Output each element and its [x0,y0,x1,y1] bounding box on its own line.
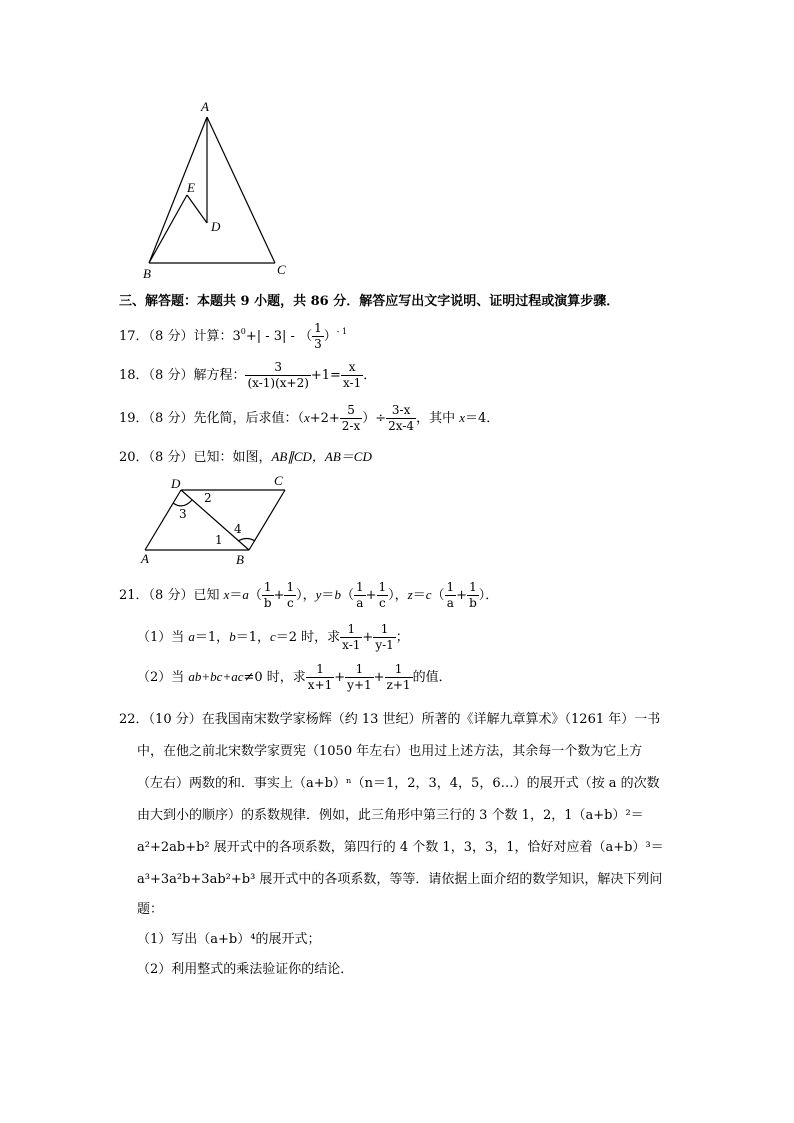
q20-condition: AB∥CD，AB＝CD [271,449,372,464]
question-22-line-7: 题： [137,902,164,917]
question-22-line-5: a²+2ab+b² 展开式中的各项系数，第四行的 4 个数 1，3，3，1，恰好对应着（a+b）³＝ [137,840,664,855]
q17-number: 17．（8 分）计算： [119,329,233,344]
angle-arc-d [173,500,192,506]
question-20 [119,446,372,465]
fig1-label-e: E [187,180,195,195]
parallelogram-figure [135,478,295,568]
question-19: 19．（8 分）先化简，后求值：（x+2+ $\frac{5}{2-x}$ ）÷ $\frac{3-x}{2x-4}$ ，其中 x＝4． [119,403,500,433]
question-21-part-2: （2）当 ab+bc+ac≠0 时，求 $\frac{1}{x+1}$ + $\frac{1}{y+1}$ + $\frac{1}{z+1}$ 的值． [137,662,452,692]
fig2-angle-4: 4 [234,522,242,536]
question-22-line-1: 22．（10 分）在我国南宋数学家杨辉（约 13 世纪）所著的《详解九章算术》（1261 年）一书 [119,712,661,727]
section-heading: 三、解答题：本题共 9 小题，共 86 分．解答应写出文字说明、证明过程或演算步骤． [119,294,620,309]
fig2-label-c: C [274,473,283,488]
question-17 [119,321,347,352]
q17-close: ） [323,329,337,344]
question-18: 18．（8 分）解方程： $\frac{3}{(x-1)(x+2)}$ +1= $\frac{x}{x-1}$ ． [119,360,377,390]
question-22-part-2: （2）利用整式的乘法验证你的结论． [137,962,354,977]
q19-fraction-1: $\frac{5}{2-x}$ [341,403,361,433]
fig1-label-c: C [277,262,286,277]
angle-arc-b [238,539,255,542]
q18-plus-one: +1= [310,368,341,383]
fig2-angle-3: 3 [179,507,187,521]
fig1-label-d: D [211,219,221,234]
segment-ab [149,117,207,263]
fig1-label-a: A [201,99,209,114]
q18-fraction-2: $\frac{x}{x-1}$ [342,360,362,390]
fig1-label-b: B [143,266,151,281]
fig2-angle-1: 1 [215,533,223,547]
q17-fraction: $\frac{1}{3}$ [314,321,322,351]
segment-ac [207,117,275,263]
q19-fraction-2: $\frac{3-x}{2x-4}$ [388,403,415,433]
fig2-label-b: B [236,552,244,567]
segment-da [145,490,181,550]
question-22-part-1: （1）写出（a+b）⁴的展开式； [137,932,321,947]
q19-number: 19．（8 分）先化简，后求值：（ [119,411,304,426]
question-22-line-2: 中，在他之前北宋数学家贾宪（1050 年左右）也用过上述方法，其余每一个数为它上方 [137,744,643,759]
question-21-part-1: （1）当 a＝1，b＝1，c＝2 时，求 $\frac{1}{x-1}$ + $\frac{1}{y-1}$ ； [137,622,409,652]
question-22-line-4: 由大到小的顺序）的系数规律．例如，此三角形中第三行的 3 个数 1，2，1（a+b）²＝ [137,808,644,823]
q17-base: 3 [232,329,241,344]
triangle-figure [130,95,300,285]
q17-exponent-zero: 0 [240,327,246,336]
question-22-line-3: （左右）两数的和．事实上（a+b）ⁿ（n＝1，2，3，4，5，6…）的展开式（按 a 的次数 [137,776,660,791]
q20-number: 20．（8 分）已知：如图， [119,450,272,465]
question-22-line-6: a³+3a²b+3ab²+b³ 展开式中的各项系数，等等．请依据上面介绍的数学知识，解决下列问 [137,872,663,887]
q17-middle: +| - 3| - （ [245,329,313,344]
fig2-label-a: A [141,551,149,566]
fig2-label-d: D [171,476,181,491]
q18-fraction-1: $\frac{3}{(x-1)(x+2)}$ [247,360,309,390]
segment-be [149,195,187,263]
q18-number: 18．（8 分）解方程： [119,368,246,383]
fig2-angle-2: 2 [204,491,212,505]
segment-ed [187,195,207,223]
question-21: 21．（8 分）已知 x＝a（ $\frac{1}{b}$ + $\frac{1}{c}$ ），y＝b（ $\frac{1}{a}$ + $\frac{1}{c}$ ），z＝c（ $\frac{1}{a}$ + $\frac{1}{b}$ ）． [119,580,499,610]
q17-exponent: - 1 [336,327,348,336]
